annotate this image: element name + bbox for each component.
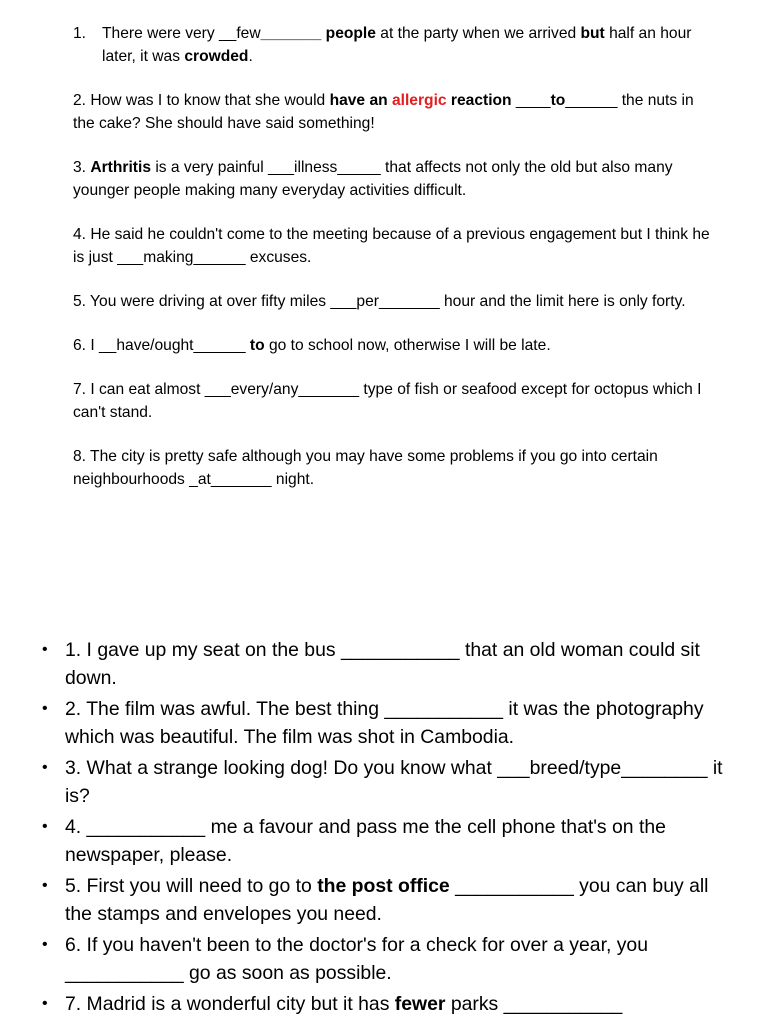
exercise-two [42, 636, 732, 1021]
question-4: 4. He said he couldn't come to the meeting because of a previous engagement but I think he is just ___making______ excuses. [73, 226, 710, 266]
bullet-icon: • [42, 700, 48, 717]
question-3: 3. Arthritis is a very painful ___illness_____ that affects not only the old but also many younger people making many everyday activities difficult. [73, 159, 673, 199]
bullet-text: 6. If you haven't been to the doctor's for a check for over a year, you ___________ go as soon as possible. [65, 934, 648, 984]
bullet-item-2 [42, 695, 732, 751]
question-5: 5. You were driving at over fifty miles ___per_______ hour and the limit here is only forty. [73, 293, 686, 310]
question-number: 1. [73, 25, 87, 42]
question-8: 8. The city is pretty safe although you may have some problems if you go into certain neighbourhoods _at_______ night. [73, 448, 658, 488]
bullet-icon: • [42, 759, 48, 776]
bullet-text: 3. What a strange looking dog! Do you know what ___breed/type________ it is? [65, 757, 723, 807]
bullet-item-7 [42, 990, 732, 1018]
bullet-icon: • [42, 818, 48, 835]
exercise-one [73, 22, 713, 512]
bullet-item-5 [42, 872, 732, 928]
bullet-item-4 [42, 813, 732, 869]
bullet-text: 4. ___________ me a favour and pass me the cell phone that's on the newspaper, please. [65, 816, 666, 866]
highlighted-word: allergic [391, 92, 447, 109]
bullet-icon: • [42, 995, 48, 1012]
bullet-item-1 [42, 636, 732, 692]
bullet-text: 1. I gave up my seat on the bus ___________ that an old woman could sit down. [65, 639, 700, 689]
question-2: 2. How was I to know that she would have an allergic reaction ____to______ the nuts in the cake? She should have said something! [73, 92, 694, 132]
question-6: 6. I __have/ought______ to go to school now, otherwise I will be late. [73, 337, 551, 354]
bullet-icon: • [42, 641, 48, 658]
bullet-text: 5. First you will need to go to the post office ___________ you can buy all the stamps and envelopes you need. [65, 875, 709, 925]
bullet-icon: • [42, 936, 48, 953]
question-text: There were very __few_______ people at the party when we arrived but half an hour later, it was crowded. [102, 25, 692, 65]
bullet-item-3 [42, 754, 732, 810]
bullet-text: 7. Madrid is a wonderful city but it has fewer parks ___________ [65, 993, 623, 1015]
bullet-text: 2. The film was awful. The best thing ___________ it was the photography which was beautiful. The film was shot in Cambodia. [65, 698, 704, 748]
bullet-item-6 [42, 931, 732, 987]
question-7: 7. I can eat almost ___every/any_______ type of fish or seafood except for octopus which I can't stand. [73, 381, 702, 421]
bullet-icon: • [42, 877, 48, 894]
question-1 [73, 22, 713, 68]
